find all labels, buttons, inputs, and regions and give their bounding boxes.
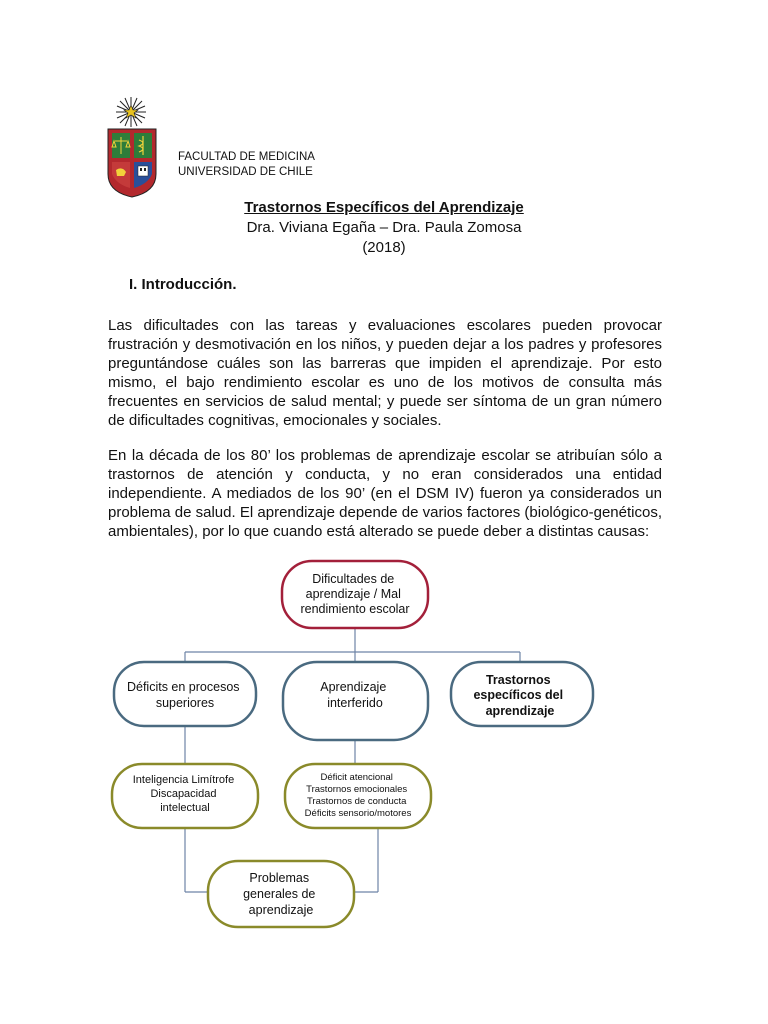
node-deficits [114,662,256,726]
node-generales-label: Problemas generales de aprendizaje [243,871,316,917]
university-name: UNIVERSIDAD DE CHILE [178,166,313,178]
node-especificos-label: Trastornos específicos del aprendizaje [473,673,564,718]
document-authors: Dra. Viviana Egaña – Dra. Paula Zomosa [246,219,522,236]
paragraph-intro: Las dificultades con las tareas y evaluaciones escolares pueden provocar frustración y desmotivación en los niños, y pueden dejar a los padres y profesores preguntándose cuáles son las barreras que impiden el aprendizaje. Por esto mismo, el bajo rendimiento escolar es uno de los motivos de consulta más frecuentes en servicios de salud mental; y puede ser síntoma de un gran número de dificultades cognitivas, emocionales y sociales. [108,317,662,429]
node-deficits-label: Déficits en procesos superiores [126,680,240,710]
node-interferido-label: Aprendizaje interferido [320,680,387,710]
node-limitrofe-label: Inteligencia Limítrofe Discapacidad intelectual [132,774,235,814]
section-heading: I. Introducción. [129,276,237,293]
node-root-label: Dificultades de aprendizaje / Mal rendimiento escolar [300,572,410,616]
document-title: Trastornos Específicos del Aprendizaje [244,199,524,216]
paragraph-history: En la década de los 80’ los problemas de aprendizaje escolar se atribuían sólo a trastornos de atención y conducta, y no eran considerados una entidad independiente. A mediados de los 90’ (en el DSM IV) fueron ya considerados un problema de salud. El aprendizaje depende de varios factores (biológico-genéticos, ambientales), por lo que cuando está alterado se puede deber a distintas causas: [108,447,662,540]
node-atencional-label: Déficit atencional Trastornos emocionales Trastornos de conducta Déficits sensorio/motores [304,772,412,819]
document-year: (2018) [362,239,406,256]
faculty-name: FACULTAD DE MEDICINA [178,151,315,163]
